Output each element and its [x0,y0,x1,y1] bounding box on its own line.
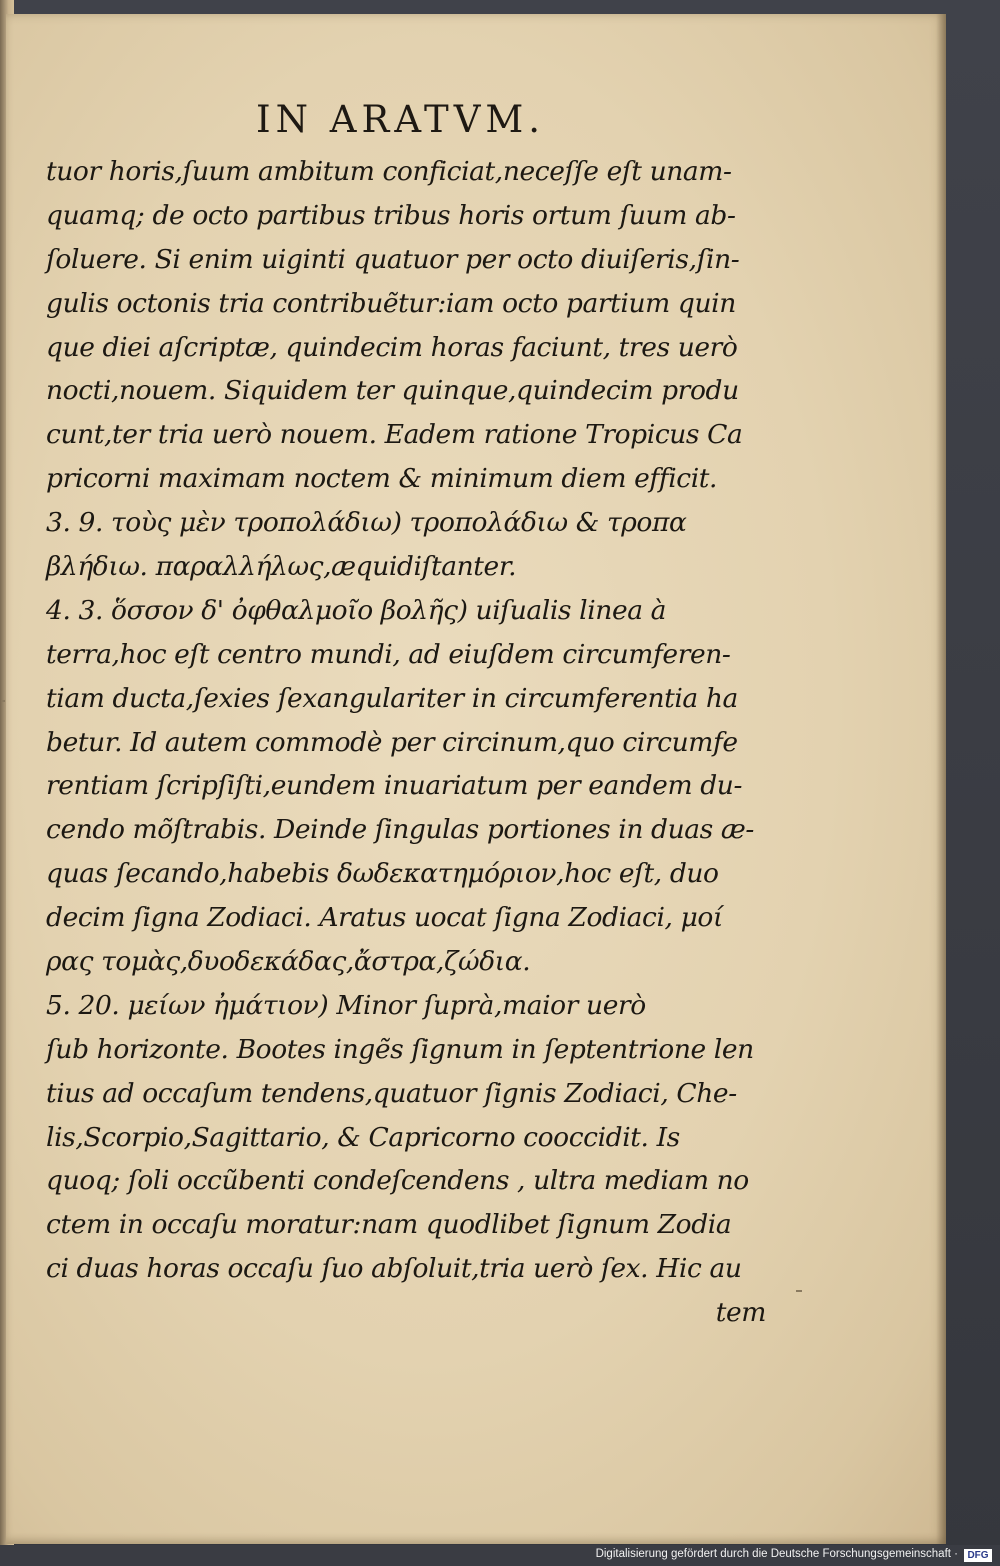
text-line: 5. 20. μείων ἠμάτιον) Minor ſuprà,maior uerò [46,989,646,1021]
text-line: lis,Scorpio,Sagittario, & Capricorno cooccidit. Is [46,1121,680,1153]
catchword: tem [715,1297,766,1329]
page-body [46,150,766,1335]
text-line: quas ſecando,habebis δωδεκατημόριον,hoc eſt, duo [46,858,719,890]
text-line: tius ad occaſum tendens,quatuor ſignis Zodiaci, Che- [46,1077,737,1109]
text-line: ſoluere. Si enim uiginti quatuor per octo diuiſeris,ſin- [46,243,740,275]
running-head: IN ARATVM. [256,98,546,141]
text-line: rentiam ſcripſiſti,eundem inuariatum per eandem du- [46,770,742,802]
text-line: βλήδιω. παραλλήλως,æquidiſtanter. [46,551,517,583]
text-line: betur. Id autem commodè per circinum,quo circumfe [46,726,738,758]
text-line: quamq; de octo partibus tribus horis ortum ſuum ab- [46,199,736,231]
text-line: ρας τομὰς,δυοδεκάδας,ἄστρα,ζώδια. [46,946,531,978]
margin-mark [2,700,5,702]
text-line: terra,hoc eſt centro mundi, ad eiuſdem circumferen- [46,638,731,670]
text-line: decim ſigna Zodiaci. Aratus uocat ſigna Zodiaci, μοί [46,902,723,934]
text-line: ſub horizonte. Bootes ingẽs ſignum in ſeptentrione len [46,1033,754,1065]
text-line: 4. 3. ὅσσον δ' ὀφθαλμοῖο βολῆς) uiſualis linea à [46,594,667,626]
text-line: ctem in occaſu moratur:nam quodlibet ſignum Zodia [46,1209,732,1241]
digitization-footer [0,1545,1000,1566]
text-line: ci duas horas occaſu ſuo abſoluit,tria uerò ſex. Hic au [46,1253,742,1285]
text-line: tiam ducta,ſexies ſexangulariter in circumferentia ha [46,682,738,714]
text-line: nocti,nouem. Siquidem ter quinque,quindecim produ [46,375,739,407]
text-line: pricorni maximam noctem & minimum diem efficit. [46,463,718,495]
margin-mark [796,1290,802,1292]
page-shadow [936,14,946,1544]
text-line: 3. 9. τοὺς μὲν τροπολάδιω) τροπολάδιω & τροπα [46,507,687,539]
text-line: quoq; ſoli occũbenti condeſcendens , ultra mediam no [46,1165,749,1197]
funding-credit: Digitalisierung gefördert durch die Deutsche Forschungsgemeinschaft · [595,1548,958,1560]
text-line: que diei aſcriptæ, quindecim horas faciunt, tres uerò [46,331,738,363]
dfg-logo: DFG [964,1549,992,1562]
text-line: tuor horis,ſuum ambitum conficiat,neceſſe eſt unam- [46,156,732,187]
text-line: cendo mõſtrabis. Deinde ſingulas portiones in duas æ- [46,814,754,846]
text-line: gulis octonis tria contribuẽtur:iam octo partium quin [46,287,736,319]
text-line: cunt,ter tria uerò nouem. Eadem ratione Tropicus Ca [46,419,743,451]
